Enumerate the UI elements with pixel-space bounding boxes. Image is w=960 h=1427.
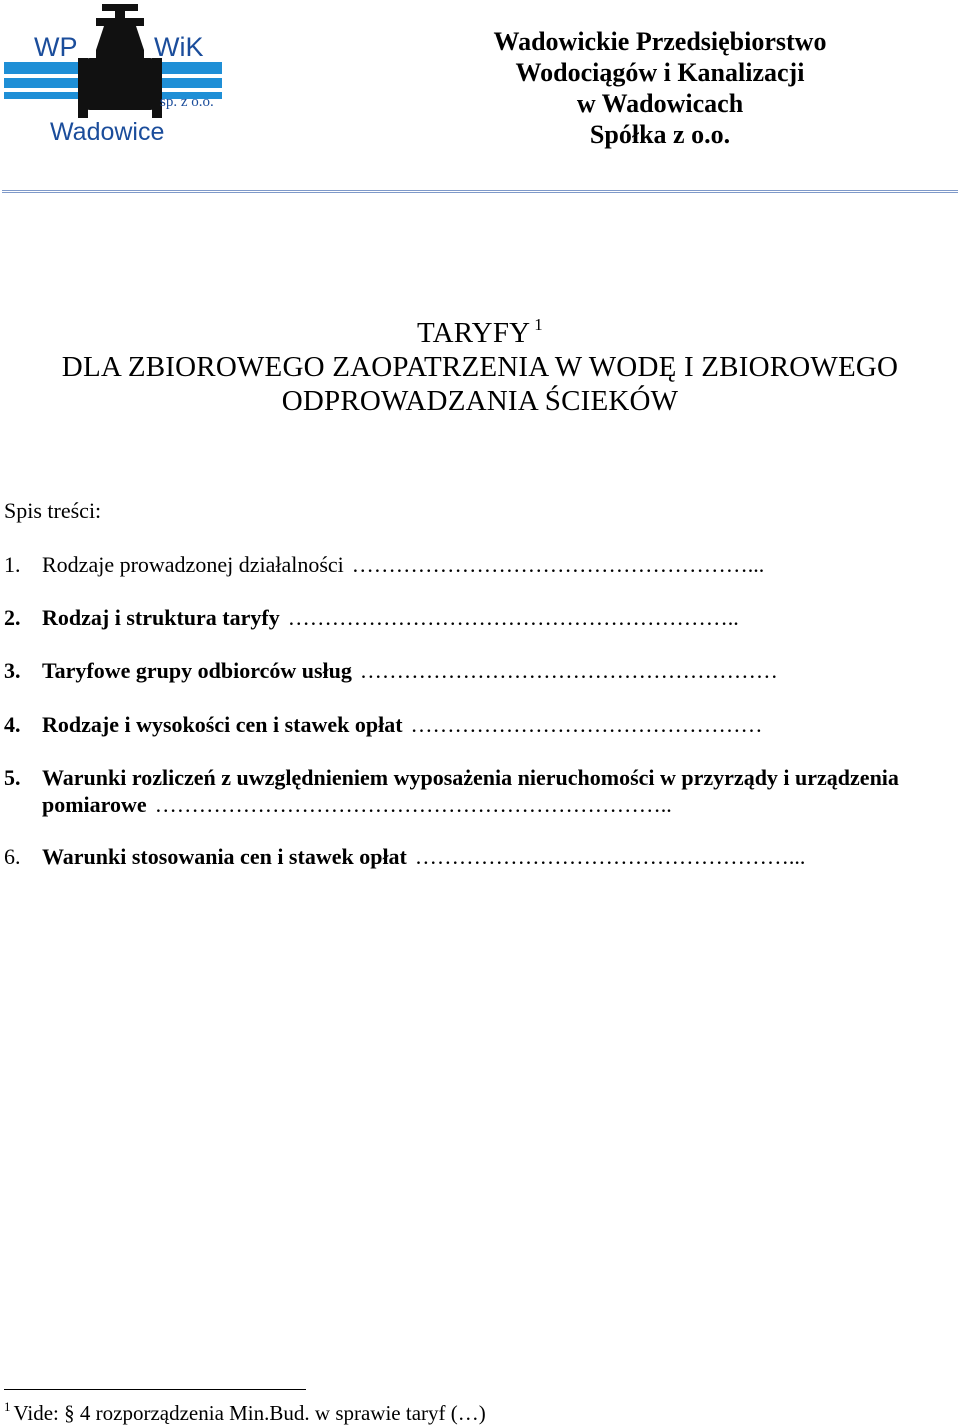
toc-item-6[interactable] [4,843,954,870]
toc-item-label: Rodzaje prowadzonej działalności [42,552,344,577]
logo-text-city: Wadowice [50,118,165,146]
toc-item-leader: ………………………………………………... [351,552,765,577]
toc-item-leader: …………………………………………………….. [287,605,739,630]
company-name-line: Wadowickie Przedsiębiorstwo [493,27,827,56]
toc-item-1[interactable] [4,551,954,578]
company-name [460,26,860,150]
toc-item-3[interactable] [4,657,954,684]
toc-item-leader: …………………………………………………………….. [154,792,672,817]
title-line: DLA ZBIOROWEGO ZAOPATRZENIA W WODĘ I ZBIOROWEGO [61,351,899,383]
toc-item-leader: ………………………………………………… [359,658,778,683]
logo-text-wik: WiK [154,32,204,62]
toc-item-label: Rodzaje i wysokości cen i stawek opłat [42,712,403,737]
footnote-divider [4,1389,306,1390]
toc-item-4[interactable] [4,711,954,738]
title-main: TARYFY [417,317,531,349]
title-line: ODPROWADZANIA ŚCIEKÓW [281,385,679,417]
company-name-line: Wodociągów i Kanalizacji [515,58,805,87]
footnote-reference[interactable]: 1 [534,315,543,334]
company-logo [4,4,226,154]
document-title [0,316,960,418]
toc-item-leader: ………………………………………… [410,712,763,737]
toc-item-number: 3. [4,658,21,683]
toc-item-2[interactable] [4,604,954,631]
toc-item-label-cont: pomiarowe [42,792,147,817]
company-name-line: w Wadowicach [576,89,744,118]
toc-item-number: 4. [4,712,21,737]
header-divider [2,190,958,193]
logo-text-sub: sp. z o.o. [160,94,214,110]
footnote [4,1400,486,1426]
logo-text-wp: WP [34,32,78,62]
toc-item-number: 5. [4,765,21,790]
toc-item-number: 1. [4,552,21,577]
toc-item-number: 2. [4,605,21,630]
company-name-line: Spółka z o.o. [589,120,731,149]
toc-item-5[interactable] [4,764,954,818]
toc-item-number: 6. [4,844,21,869]
valve-icon [78,4,162,118]
toc-item-label: Rodzaj i struktura taryfy [42,605,280,630]
toc-item-label: Warunki rozliczeń z uwzględnieniem wyposażenia nieruchomości w przyrządy i urządzenia [42,765,899,790]
footnote-text: Vide: § 4 rozporządzenia Min.Bud. w sprawie taryf (…) [13,1401,486,1425]
toc-item-label: Warunki stosowania cen i stawek opłat [42,844,407,869]
title-line [0,316,960,350]
valve-logo-icon [4,4,226,154]
toc-item-leader: ……………………………………………... [414,844,806,869]
toc-heading: Spis treści: [4,498,102,523]
toc-item-continuation [4,791,954,818]
toc-item-label: Taryfowe grupy odbiorców usług [42,658,352,683]
footnote-number: 1 [4,1399,11,1414]
